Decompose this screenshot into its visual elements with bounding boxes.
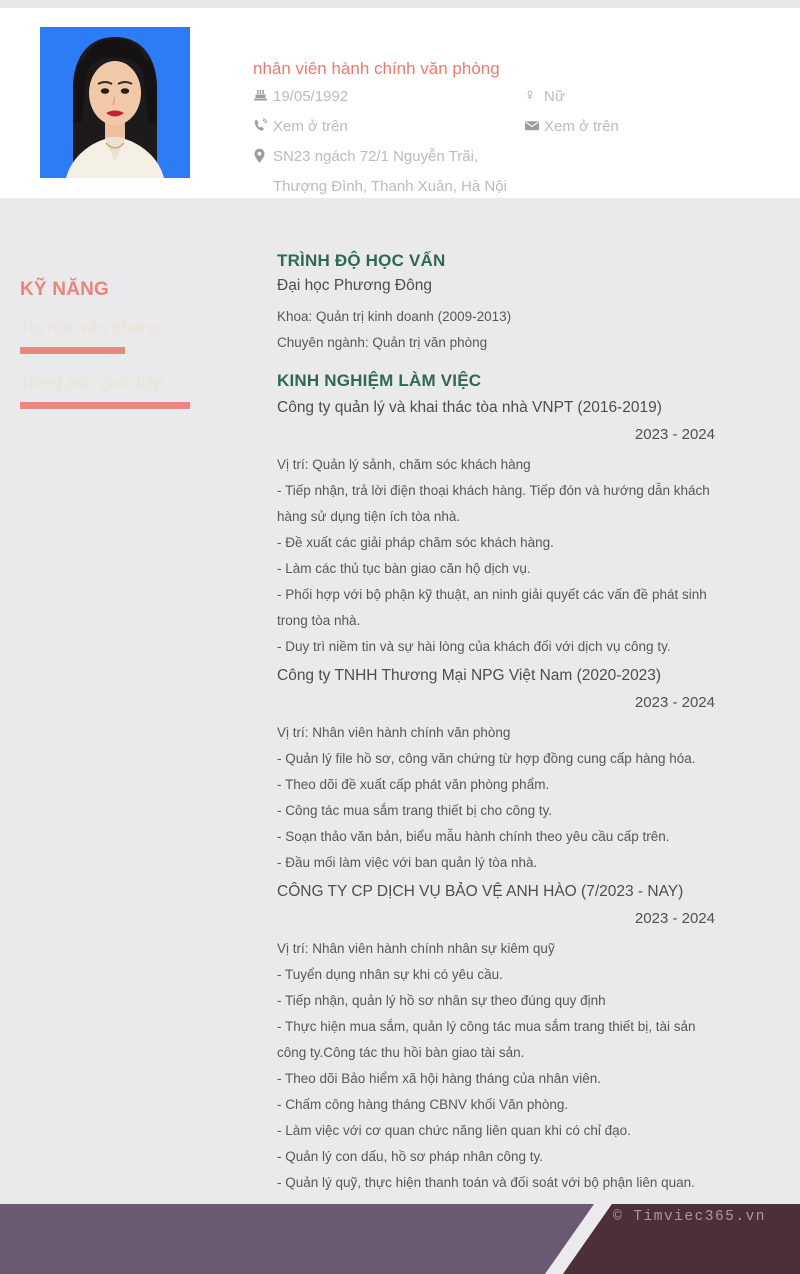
cv-header xyxy=(0,8,800,198)
skill-bar-fill xyxy=(20,402,190,409)
skill-name: Tin học văn phòng xyxy=(20,318,160,337)
watermark: © Timviec365.vn xyxy=(612,1209,766,1225)
phone-icon xyxy=(253,118,270,133)
job-title: nhân viên hành chính văn phòng xyxy=(253,59,500,78)
education-heading: TRÌNH ĐỘ HỌC VẤN xyxy=(277,251,446,270)
duties-list xyxy=(277,478,715,660)
duty-item: - Chấm công hàng tháng CBNV khối Văn phòng. xyxy=(277,1097,569,1112)
education-section xyxy=(277,250,715,356)
cv-body xyxy=(0,198,800,1204)
gender-row xyxy=(524,88,773,118)
skill-bar xyxy=(20,347,190,354)
duty-item: - Quản lý file hồ sơ, công văn chứng từ hợp đồng cung cấp hàng hóa. xyxy=(277,751,696,766)
job-entry xyxy=(277,878,715,1196)
duty-item: - Công tác mua sắm trang thiết bị cho công ty. xyxy=(277,803,553,818)
email-row xyxy=(524,118,773,148)
duty-item: - Quản lý con dấu, hồ sơ pháp nhân công ty. xyxy=(277,1149,544,1164)
duty-item: - Làm việc với cơ quan chức năng liên quan khi có chỉ đạo. xyxy=(277,1123,631,1138)
birthday-row xyxy=(253,88,524,118)
duty-item: - Làm các thủ tục bàn giao căn hộ dịch vụ. xyxy=(277,561,531,576)
duty-item: - Đề xuất các giải pháp chăm sóc khách hàng. xyxy=(277,535,554,550)
duty-item: - Theo dõi Bảo hiểm xã hội hàng tháng của nhân viên. xyxy=(277,1071,601,1086)
profile-photo xyxy=(40,27,190,178)
job-period: 2023 - 2024 xyxy=(634,426,715,443)
job-period: 2023 - 2024 xyxy=(634,910,715,927)
duty-item: - Duy trì niềm tin và sự hài lòng của khách đối với dịch vụ công ty. xyxy=(277,639,671,654)
duty-item: - Thực hiện mua sắm, quản lý công tác mua sắm trang thiết bị, tài sản công ty.Công tác thu hồi bàn giao tài sản. xyxy=(277,1019,696,1060)
email-value: Xem ở trên xyxy=(544,118,619,135)
duty-item: - Tiếp nhận, quản lý hồ sơ nhân sự theo đúng quy định xyxy=(277,993,606,1008)
duties-list xyxy=(277,746,715,876)
duty-item: - Theo dõi đề xuất cấp phát văn phòng phẩm. xyxy=(277,777,550,792)
company-name: CÔNG TY CP DỊCH VỤ BẢO VỆ ANH HÀO (7/2023 - NAY) xyxy=(277,883,684,900)
phone-row xyxy=(253,118,524,148)
birthday-value: 19/05/1992 xyxy=(273,88,349,105)
top-strip xyxy=(0,0,800,8)
spacer xyxy=(524,148,773,178)
school-name: Đại học Phương Đông xyxy=(277,277,432,294)
duty-item: - Soạn thảo văn bản, biểu mẫu hành chính theo yêu cầu cấp trên. xyxy=(277,829,670,844)
duty-item: - Tuyển dụng nhân sự khi có yêu cầu. xyxy=(277,967,503,982)
mail-icon xyxy=(524,118,541,133)
skill-item xyxy=(20,372,190,409)
job-entry xyxy=(277,394,715,660)
duties-list xyxy=(277,962,715,1196)
skill-name: Tiếng anh giao tiếp xyxy=(20,373,164,392)
faculty-line: Khoa: Quản trị kinh doanh (2009-2013) xyxy=(277,309,512,324)
duty-item: - Phối hợp với bộ phận kỹ thuật, an ninh giải quyết các vấn đề phát sinh trong tòa nhà. xyxy=(277,587,707,628)
header-info xyxy=(253,58,773,208)
duty-item: - Tiếp nhận, trả lời điện thoại khách hàng. Tiếp đón và hướng dẫn khách hàng sử dụng tiện ích tòa nhà. xyxy=(277,483,710,524)
skill-item xyxy=(20,317,190,354)
job-position: Vị trí: Nhân viên hành chính văn phòng xyxy=(277,725,511,740)
gender-value: Nữ xyxy=(544,88,565,105)
address-line1: SN23 ngách 72/1 Nguyễn Trãi, xyxy=(273,148,479,165)
skill-bar-fill xyxy=(20,347,125,354)
duty-item: - Đầu mối làm việc với ban quản lý tòa nhà. xyxy=(277,855,538,870)
contact-grid xyxy=(253,88,773,208)
sidebar xyxy=(20,278,190,427)
skills-heading: KỸ NĂNG xyxy=(20,279,110,300)
footer-band xyxy=(0,1204,800,1274)
skill-bar xyxy=(20,402,190,409)
address-row xyxy=(253,148,524,178)
company-name: Công ty quản lý và khai thác tòa nhà VNPT (2016-2019) xyxy=(277,399,662,416)
major-line: Chuyên ngành: Quản trị văn phòng xyxy=(277,335,488,350)
cake-icon xyxy=(253,88,270,103)
address-line2: Thượng Đình, Thanh Xuân, Hà Nội xyxy=(273,178,507,195)
job-position: Vị trí: Quản lý sảnh, chăm sóc khách hàng xyxy=(277,457,531,472)
job-entry xyxy=(277,662,715,876)
duty-item: - Quản lý quỹ, thực hiện thanh toán và đối soát với bộ phận liên quan. xyxy=(277,1175,695,1190)
phone-value: Xem ở trên xyxy=(273,118,348,135)
profile-photo-illustration xyxy=(40,27,190,178)
main-content xyxy=(277,250,715,1196)
job-period: 2023 - 2024 xyxy=(634,694,715,711)
female-icon: ♀ xyxy=(524,87,536,104)
location-pin-icon xyxy=(253,148,270,164)
job-position: Vị trí: Nhân viên hành chính nhân sự kiêm quỹ xyxy=(277,941,555,956)
company-name: Công ty TNHH Thương Mại NPG Việt Nam (2020-2023) xyxy=(277,667,662,684)
experience-heading: KINH NGHIỆM LÀM VIỆC xyxy=(277,371,482,390)
